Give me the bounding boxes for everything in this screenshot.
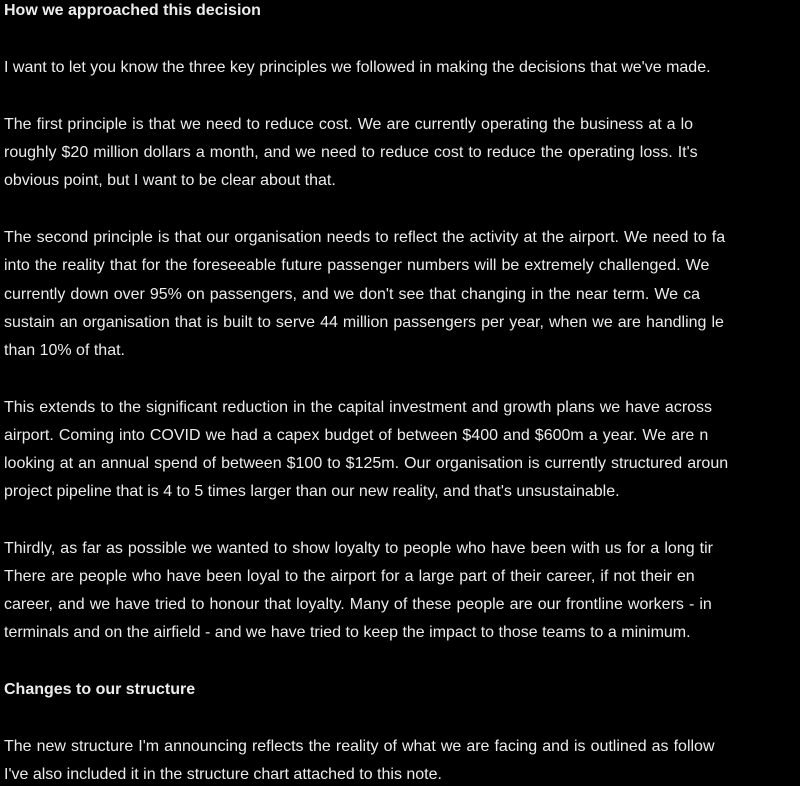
paragraph-capital-investment-line-2: airport. Coming into COVID we had a capex budget of between $400 and $600m a year. We are n	[4, 427, 709, 444]
paragraph-third-principle-line-1: Thirdly, as far as possible we wanted to show loyalty to people who have been with us for a long tir	[4, 540, 713, 557]
document-body	[4, 0, 800, 786]
paragraph-second-principle-line-5: than 10% of that.	[4, 342, 125, 359]
paragraph-capital-investment-line-3: looking at an annual spend of between $100 to $125m. Our organisation is currently structured aroun	[4, 455, 729, 472]
paragraph-third-principle-line-4: terminals and on the airfield - and we have tried to keep the impact to those teams to a minimum.	[4, 624, 691, 641]
paragraph-new-structure-line-1: The new structure I'm announcing reflects the reality of what we are facing and is outlined as follow	[4, 738, 715, 755]
paragraph-first-principle-line-3: obvious point, but I want to be clear about that.	[4, 172, 336, 189]
paragraph-third-principle-line-3: career, and we have tried to honour that loyalty. Many of these people are our frontline workers - in	[4, 596, 712, 613]
paragraph-first-principle-line-2: roughly $20 million dollars a month, and we need to reduce cost to reduce the operating loss. It's	[4, 144, 698, 161]
paragraph-intro-line-1: I want to let you know the three key principles we followed in making the decisions that we've made.	[4, 59, 711, 76]
paragraph-new-structure-line-2: I've also included it in the structure chart attached to this note.	[4, 766, 442, 783]
paragraph-capital-investment-line-1: This extends to the significant reduction in the capital investment and growth plans we have across	[4, 399, 713, 416]
paragraph-second-principle-line-2: into the reality that for the foreseeable future passenger numbers will be extremely challenged. We	[4, 257, 710, 274]
paragraph-third-principle-line-2: There are people who have been loyal to the airport for a large part of their career, if not their en	[4, 568, 695, 585]
paragraph-second-principle-line-3: currently down over 95% on passengers, and we don't see that changing in the near term. We ca	[4, 286, 701, 303]
section-heading-structure: Changes to our structure	[4, 681, 196, 698]
section-heading-approach: How we approached this decision	[4, 2, 261, 19]
paragraph-first-principle-line-1: The first principle is that we need to reduce cost. We are currently operating the business at a lo	[4, 116, 694, 133]
paragraph-capital-investment-line-4: project pipeline that is 4 to 5 times larger than our new reality, and that's unsustainable.	[4, 483, 620, 500]
paragraph-second-principle-line-4: sustain an organisation that is built to serve 44 million passengers per year, when we are handling le	[4, 314, 724, 331]
paragraph-second-principle-line-1: The second principle is that our organisation needs to reflect the activity at the airport. We need to fa	[4, 229, 726, 246]
